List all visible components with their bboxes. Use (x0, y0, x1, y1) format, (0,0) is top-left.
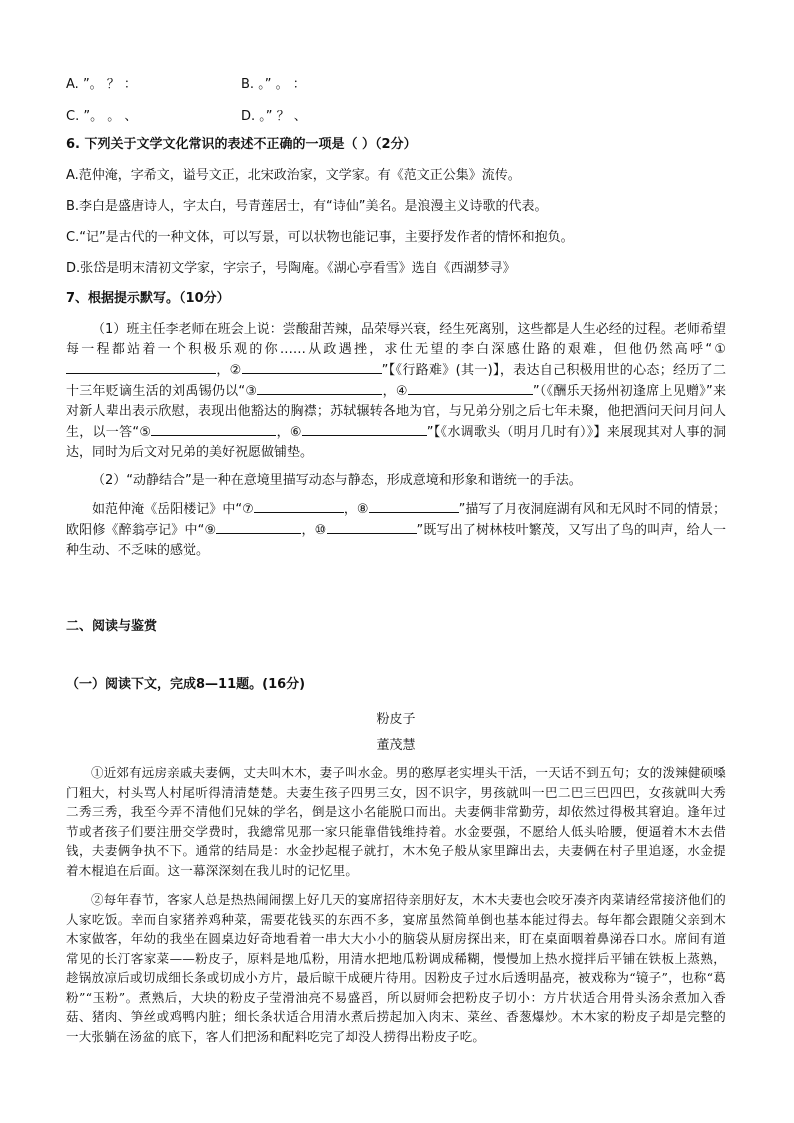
section-2-heading: 二、阅读与鉴赏 (66, 619, 158, 634)
question-6-option-b: B.李白是盛唐诗人，字太白，号青莲居士，有“诗仙”美名。是浪漫主义诗歌的代表。 (66, 199, 548, 214)
article-paragraph-2: ②每年春节，客家人总是热热闹闹摆上好几天的宴席招待亲朋好友，木木夫妻也会咬牙凑齐肉菜请经常接济他们的人家吃饭。幸而自家猪养鸡种菜，需要花钱买的东西不多，宴席虽然简单倒也基本能过得去。每年都会跟随父亲到木木家做客，年幼的我坐在圆桌边好奇地看着一串大大小小的脑袋从厨房探出来，盯在桌面咽着鼻涕吞口水。席间有道常见的长汀客家菜——粉皮子，原料是地瓜粉，用清水把地瓜粉调成稀糊，慢慢加上热水搅拌后平铺在铁板上蒸熟，趁锅放凉后或切成细长条或切成小方片，最后晾干成硬片待用。因粉皮子过水后透明晶亮，被戏称为“镜子”，也称“葛粉”“玉粉”。煮熟后，大块的粉皮子莹滑油亮不易盛舀，所以厨师会把粉皮子切小：方片状适合用骨头汤余煮加入香菇、猪肉、笋丝或鸡鸭内脏；细长条状适合用清水煮后捞起加入肉末、菜丝、香葱爆炒。木木家的粉皮子却是完整的一大张躺在汤盆的底下，客人们把汤和配料吃完了却没人捞得出粉皮子吃。 (66, 892, 727, 1044)
option-a (66, 73, 241, 92)
answer-blank-8[interactable] (369, 499, 459, 513)
article-paragraph-1: ①近郊有远房亲戚夫妻俩，丈夫叫木木，妻子叫水金。男的憨厚老实埋头干活，一天话不到五句；女的泼辣健硕嗓门粗大，村头骂人村尾听得清清楚楚。夫妻生孩子四男三女，因不识字，男孩就叫一巴二巴三巴四巴，女孩就叫大秀二秀三秀，我至今弄不清他们兄妹的学名，倒是这小名能脱口而出。夫妻俩非常勤劳，却依然过得极其窘迫。逢年过节或者孩子们要注册交学费时，我總常见那一家只能靠借钱维持着。水金要强，不愿给人低头哈腰，便逼着木木去借钱，夫妻俩争执不下。通常的结局是：水金抄起棍子就打，木木免子般从家里蹿出去，夫妻俩在村子里追逐，水金提着木棍追在后面。这一幕深深刻在我儿时的记忆里。 (66, 765, 727, 878)
answer-blank-10[interactable] (327, 520, 417, 534)
option-c (66, 105, 241, 124)
q5-options-row-1 (66, 66, 726, 98)
text-span: ，⑧ (343, 502, 369, 517)
answer-blank-1[interactable] (66, 360, 216, 374)
option-a-text: ”。 ？ ： (82, 76, 137, 92)
option-d-text: 。” ？ 、 (259, 108, 307, 124)
answer-blank-6[interactable] (302, 422, 427, 436)
text-span: ”【《行路难》(其一)】，表达自己积极用世的心态；经历了二十三年贬谪生活的刘禹锡仍以“③ (66, 363, 726, 399)
question-6-title: 6. 下列关于文学文化常识的表述不正确的一项是（ ）（2分） (66, 137, 417, 152)
article-title: 粉皮子 (376, 712, 416, 727)
question-6-option-a: A.范仲淹，字希文，谥号文正，北宋政治家，文学家。有《范文正公集》流传。 (66, 168, 521, 183)
text-span: ，⑥ (276, 425, 302, 440)
question-6-option-c: C.“记”是古代的一种文体，可以写景，可以状物也能记事，主要抒发作者的情怀和抱负。 (66, 230, 574, 245)
option-b-label: B. (241, 76, 255, 92)
text-span: ”既写出了树林枝叶繁茂，又写出了鸟的叫声，给人一种生动、不乏味的感觉。 (66, 523, 727, 558)
question-7-paragraph-2: （2）“动静结合”是一种在意境里描写动态与静态，形成意境和形象和谐统一的手法。 (92, 473, 582, 488)
text-span: ，⑩ (301, 523, 327, 538)
text-span: ”【《水调歌头（明月几时有）》】来展现其对人事的洞达，同时为后文对兄弟的美好祝愿做铺垫。 (66, 425, 726, 460)
answer-blank-2[interactable] (242, 360, 382, 374)
text-span: （1）班主任李老师在班会上说：尝酸甜苦辣，品荣辱兴衰，经生死离别，这些都是人生必经的过程。老师希望每一程都站着一个积极乐观的你……从政遇挫，求仕无望的李白深感仕路的艰难，但他仍然高呼“① (66, 322, 726, 357)
question-7-paragraph-1 (66, 320, 726, 463)
option-d-label: D. (241, 108, 256, 124)
question-6-option-d: D.张岱是明末清初文学家，字宗子，号陶庵。《湖心亭看雪》选自《西湖梦寻》 (66, 261, 516, 276)
option-c-text: ”。 。 、 (83, 108, 138, 124)
answer-blank-9[interactable] (216, 520, 301, 534)
question-7-title: 7、根据提示默写。（10分） (66, 291, 230, 306)
answer-blank-7[interactable] (254, 499, 344, 513)
text-span: ”（《酬乐天扬州初逢席上见赠》”来对新人辈出表示欣慰，表现出他豁达的胸襟；苏轼辗转各地为官，与兄弟分别之后七年未聚，他把酒问天问月问人生，以一答“⑤ (66, 384, 727, 440)
text-span: ”描写了月夜洞庭湖有风和无风时不同的情景；欧阳修《醉翁亭记》中“⑨ (66, 502, 726, 538)
text-span: 如范仲淹《岳阳楼记》中“⑦ (92, 502, 254, 517)
option-b-text: 。” 。 ： (258, 76, 306, 92)
option-a-label: A. (66, 76, 79, 92)
option-d (241, 105, 307, 124)
text-span: ，② (216, 363, 242, 378)
text-span: ，④ (382, 384, 408, 399)
reading-1-title: （一）阅读下文，完成8—11题。(16分) (66, 677, 306, 692)
answer-blank-4[interactable] (408, 381, 533, 395)
option-c-label: C. (66, 108, 80, 124)
option-b (241, 73, 306, 92)
article-author: 董茂慧 (376, 738, 416, 753)
exam-page (66, 66, 726, 1056)
answer-blank-3[interactable] (257, 381, 382, 395)
question-7-paragraph-3 (66, 499, 726, 561)
q5-options-row-2 (66, 98, 726, 130)
answer-blank-5[interactable] (151, 422, 276, 436)
